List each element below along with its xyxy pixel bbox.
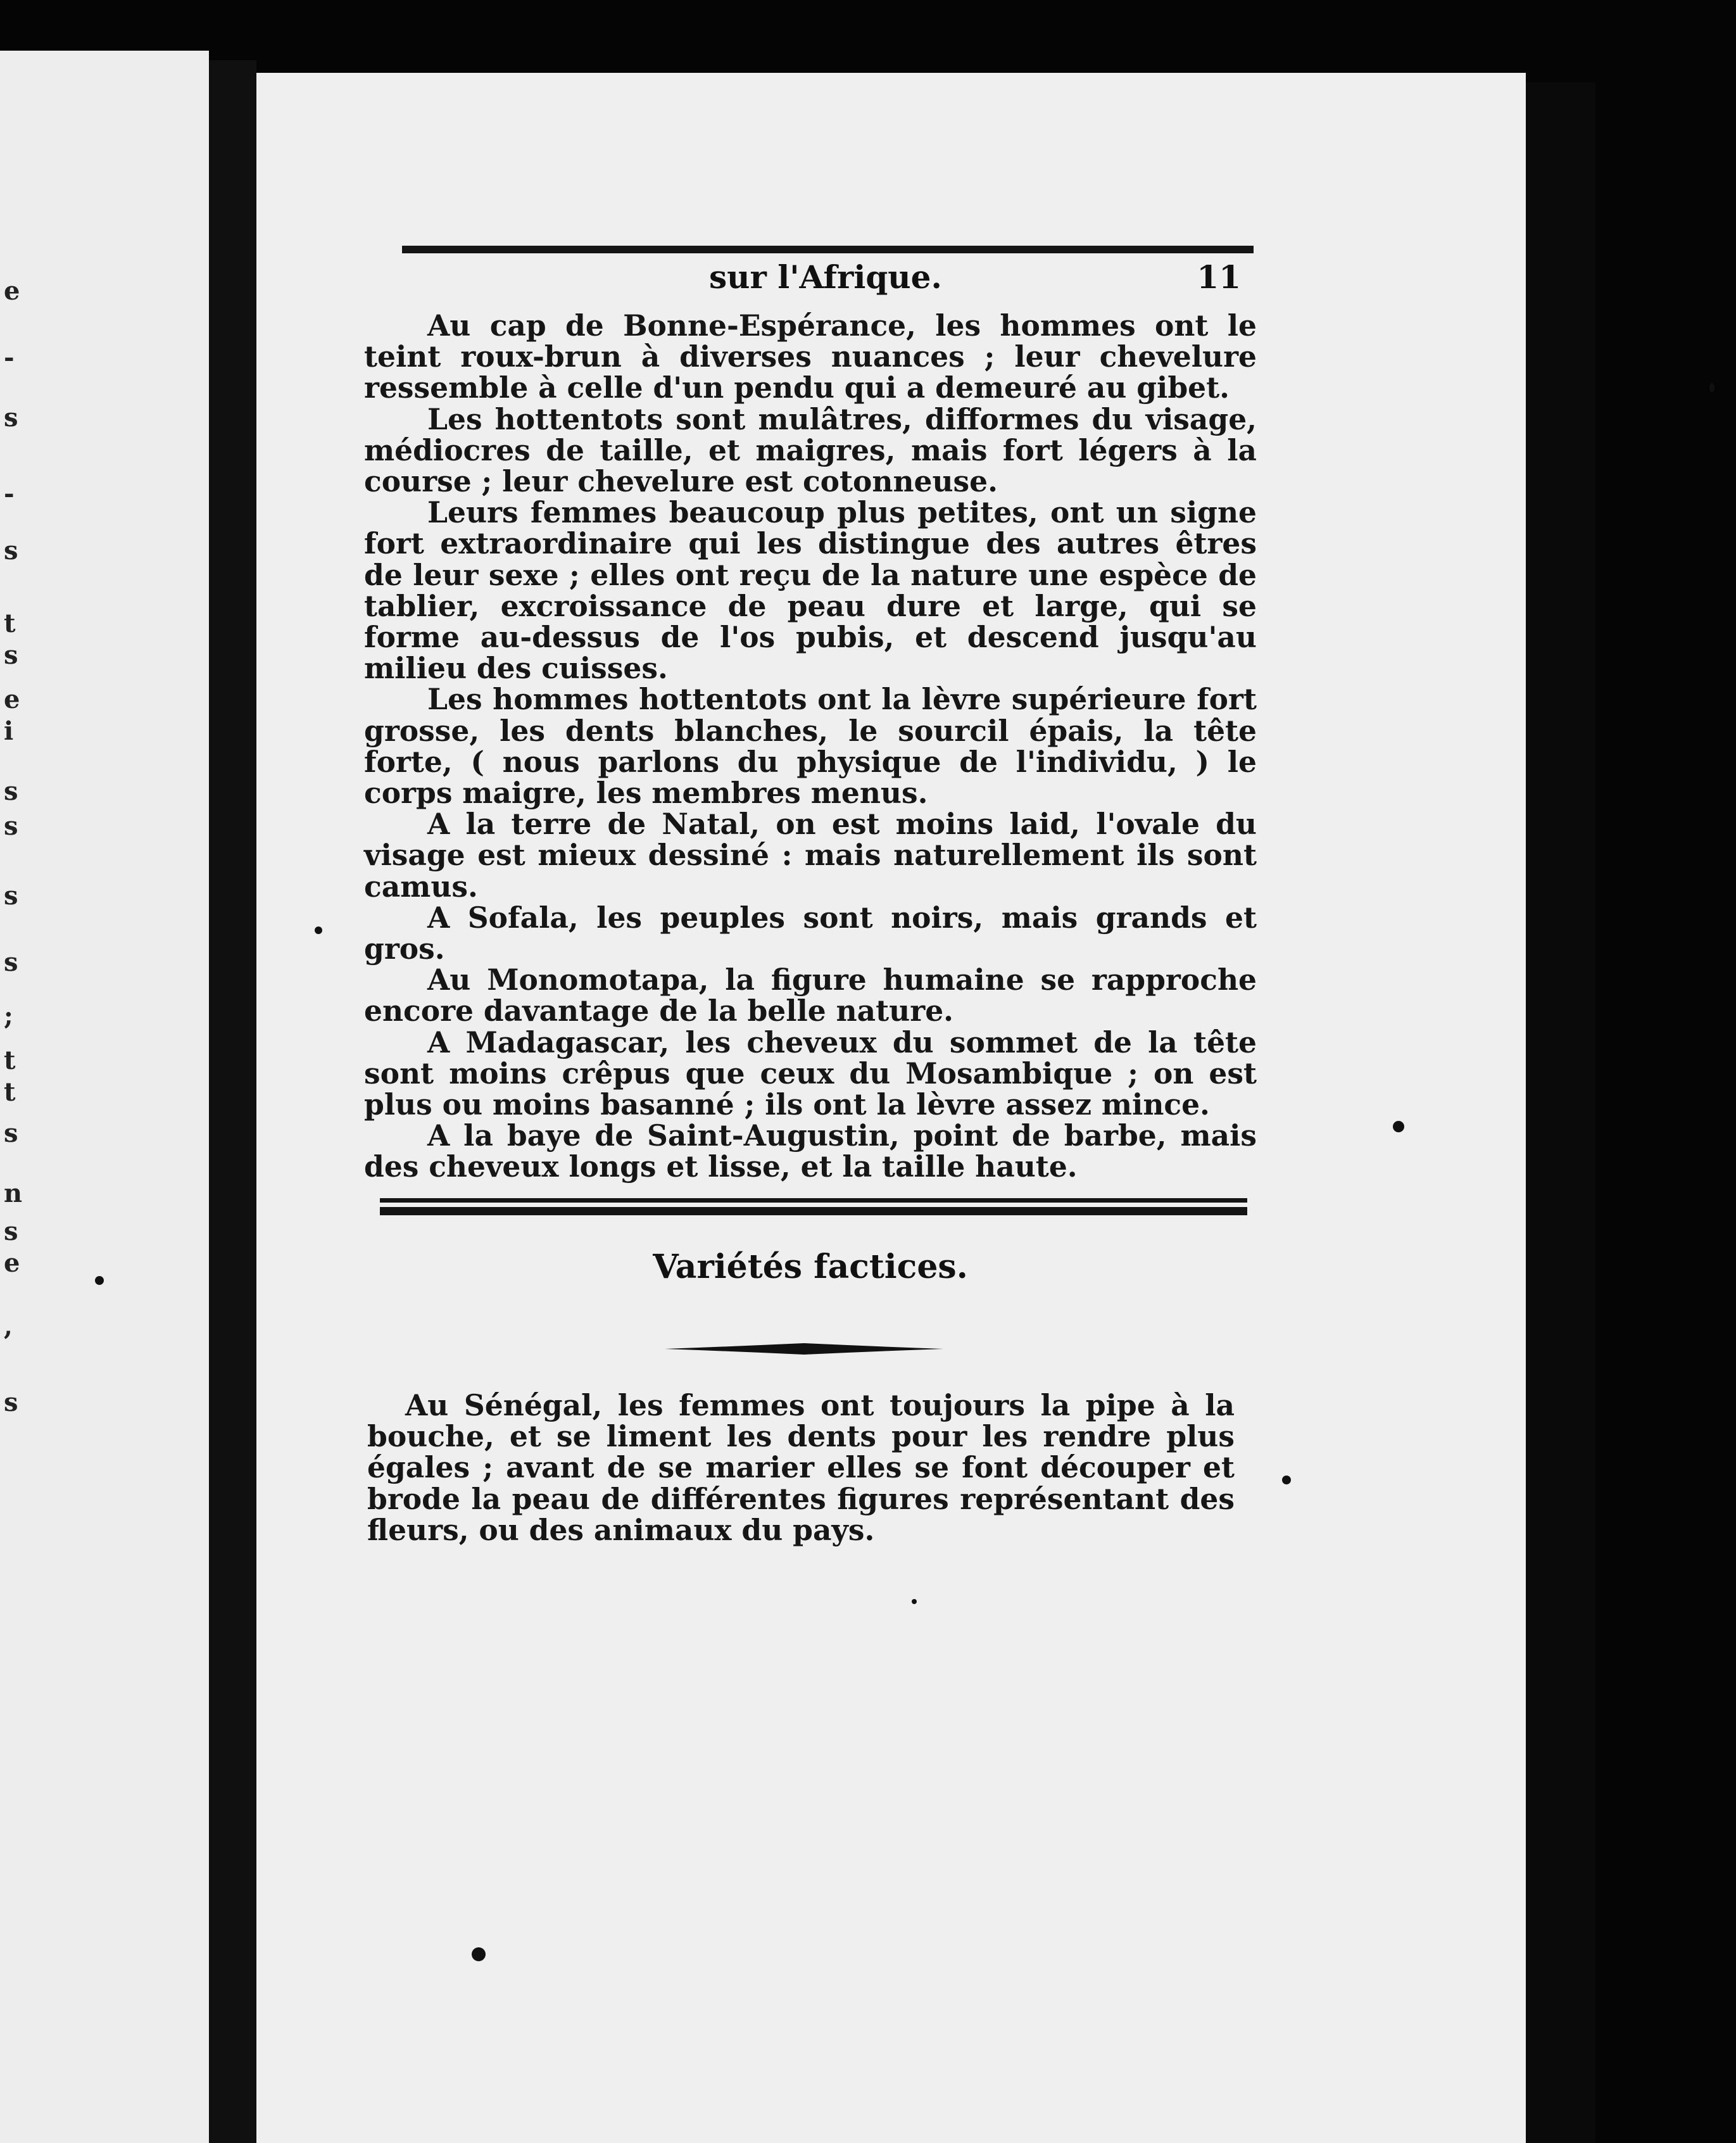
facing-page-letter-fragment: e bbox=[4, 276, 20, 306]
facing-page-letter-fragment: s bbox=[4, 536, 18, 566]
header-rule bbox=[402, 246, 1254, 253]
facing-page-letter-fragment: n bbox=[4, 1179, 23, 1208]
facing-page-letter-fragment: s bbox=[4, 1217, 18, 1246]
facing-page-letter-fragment: i bbox=[4, 716, 14, 746]
facing-page-letter-fragment: s bbox=[4, 811, 18, 841]
paragraph: Les hottentots sont mulâtres, difformes du visage, médiocres de taille, et maigres, mais fort légers à la course ; leur chevelure est cotonneuse. bbox=[364, 401, 1257, 499]
book-gutter bbox=[209, 60, 256, 2143]
scan-speck bbox=[912, 1599, 917, 1604]
scan-speck bbox=[1393, 1121, 1404, 1132]
paragraph: Les hommes hottentots ont la lèvre supérieure fort grosse, les dents blanches, le sourcil épais, la tête forte, ( nous parlons du physique de l'individu, ) le corps maigre, les membres menus. bbox=[364, 682, 1257, 811]
facing-page-letter-fragment: s bbox=[4, 1118, 18, 1148]
facing-page-letter-fragment: e bbox=[4, 685, 20, 714]
scan-speck bbox=[95, 1276, 104, 1285]
facing-page-letter-fragment: s bbox=[4, 881, 18, 911]
paragraph: Au Monomotapa, la figure humaine se rapproche encore davantage de la belle nature. bbox=[364, 963, 1257, 1028]
paragraph: A la baye de Saint-Augustin, point de barbe, mais des cheveux longs et lisse, et la taille haute. bbox=[364, 1118, 1257, 1184]
paragraph: Au Sénégal, les femmes ont toujours la pipe à la bouche, et se liment les dents pour les rendre plus égales ; avant de se marier elles se font découper et brode la peau de différentes figures représentant des fleurs, ou des animaux du pays. bbox=[367, 1388, 1235, 1547]
facing-page-letter-fragment: ; bbox=[4, 1001, 13, 1031]
section-rule-thick bbox=[380, 1207, 1247, 1215]
facing-page-letter-fragment: - bbox=[4, 343, 15, 372]
section-heading: Variétés factices. bbox=[653, 1248, 968, 1286]
body-text bbox=[364, 310, 1257, 1183]
facing-page-letter-fragment: s bbox=[4, 1388, 18, 1417]
paragraph: Au cap de Bonne-Espérance, les hommes ont le teint roux-brun à diverses nuances ; leur chevelure ressemble à celle d'un pendu qui a demeuré au gibet. bbox=[364, 308, 1257, 405]
section-rule-thin bbox=[380, 1198, 1247, 1203]
scan-speck bbox=[1282, 1476, 1291, 1484]
paragraph: A la terre de Natal, on est moins laid, l'ovale du visage est mieux dessiné : mais naturellement ils sont camus. bbox=[364, 807, 1257, 904]
running-head bbox=[402, 258, 1254, 296]
facing-page-letter-fragment: , bbox=[4, 1312, 13, 1341]
scan-speck bbox=[1709, 383, 1714, 392]
facing-page-letter-fragment: t bbox=[4, 609, 16, 638]
facing-page-letter-fragment: s bbox=[4, 403, 18, 433]
facing-page-letter-fragment: e bbox=[4, 1248, 20, 1278]
section-body-text bbox=[367, 1390, 1235, 1546]
running-head-title: sur l'Afrique. bbox=[709, 258, 942, 296]
facing-page-letter-fragment: s bbox=[4, 776, 18, 806]
page-number: 11 bbox=[1197, 258, 1241, 296]
paragraph: A Madagascar, les cheveux du sommet de la tête sont moins crêpus que ceux du Mosambique ; on est plus ou moins basanné ; ils ont la lèvre assez mince. bbox=[364, 1025, 1257, 1122]
facing-page-letter-fragment: s bbox=[4, 947, 18, 977]
facing-page-letter-fragment: s bbox=[4, 640, 18, 670]
scan-speck bbox=[472, 1947, 486, 1961]
facing-page-letter-fragment: t bbox=[4, 1077, 16, 1107]
ornament-rule bbox=[665, 1341, 943, 1356]
facing-page-letter-fragment: t bbox=[4, 1046, 16, 1075]
paragraph: A Sofala, les peuples sont noirs, mais grands et gros. bbox=[364, 900, 1257, 966]
paragraph: Leurs femmes beaucoup plus petites, ont un signe fort extraordinaire qui les distingue des autres êtres de leur sexe ; elles ont reçu de la nature une espèce de tablier, excroissance de peau dure et large, qui se forme au-dessus de l'os pubis, et descend jusqu'au milieu des cuisses. bbox=[364, 495, 1257, 686]
page-right-margin-shadow bbox=[1526, 82, 1595, 2143]
previous-page-edge bbox=[0, 51, 209, 2143]
scan-speck bbox=[315, 926, 322, 934]
facing-page-letter-fragment: - bbox=[4, 479, 15, 509]
